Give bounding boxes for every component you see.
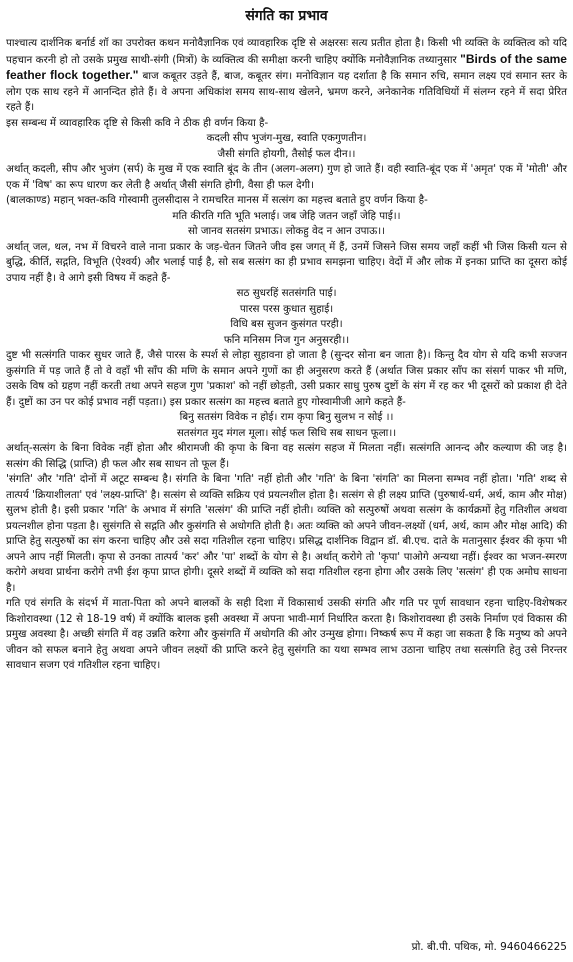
paragraph-intro [6, 36, 567, 116]
article-title: संगति का प्रभाव [245, 8, 328, 24]
verse-1-line-1: कदली सीप भुजंग-मुख, स्वाति एकगुणतीन। [206, 132, 367, 144]
verse-3-line-3: विधि बस सुजन कुसंगत परही। [230, 318, 343, 330]
paragraph-explanation-3: दुष्ट भी सत्संगति पाकर सुधर जाते हैं, जैसे पारस के स्पर्श से लोहा सुहावना हो जाता है (सुन्दर सोना बन जाता है)। किन्तु दैव योग से यदि कभी सज्जन कुसंगति में पड़ जाते हैं तो वे वहाँ भी साँप की मणि के समान अपने गुणों का ही अनुसरण करते हैं (अर्थात जिस प्रकार साँप का संसर्ग पाकर भी मणि, उसके विष को ग्रहण नहीं करती तथा अपने सहज गुण 'प्रकाश' को नहीं छोड़ती, उसी प्रकार साधु पुरुष दुष्टों के संग में रह कर भी दूसरों को प्रकाश ही देते हैं। दुष्टों का उन पर कोई प्रभाव नहीं पड़ता।) इस प्रकार सत्संग का महत्त्व बताते हुए गोस्वामीजी आगे कहते हैं- [6, 349, 567, 408]
verse-2-line-1: मति कीरति गति भूति भलाई। जब जेहि जतन जहाँ जेहि पाई।। [172, 209, 401, 222]
paragraph-intro-part2: बाज कबूतर उड़ते हैं, बाज, कबूतर संग। मनोविज्ञान यह दर्शाता है कि समान रुचि, समान लक्ष्य एवं समान स्तर के लोग एक साथ रहने में आनन्दित होते हैं। वे अपना अधिकांश समय साथ-साथ खेलने, भ्रमण करने, अनेकानेक गतिविधियों में संलग्न रहने में सदा प्रेरित रहते हैं। [6, 70, 567, 113]
paragraph-sangati-gati: 'संगति' और 'गति' दोनों में अटूट सम्बन्ध है। संगति के बिना 'गति' नहीं होती और 'गति' के बिना 'संगति' का मिलना सम्भव नहीं होता। 'गति' शब्द से तात्पर्य 'क्रियाशीलता' एवं 'लक्ष्य-प्राप्ति' है। सत्संग से व्यक्ति सक्रिय एवं प्रयत्नशील होता है। सत्संग से ही लक्ष्य प्राप्ति (पुरुषार्थ-धर्म, अर्थ, काम और मोक्ष) सुलभ होती है। इसी प्रकार 'गति' के अभाव में संगति 'सत्संग' की प्राप्ति नहीं होती। व्यक्ति को सत्पुरुषों अथवा सत्संग के कार्यक्रमों हेतु गतिशील अथवा प्रयत्नशील होना पड़ता है। सुसंगति से सद्गति और कुसंगति से अधोगति होती है। अतः व्यक्ति को अपने जीवन-लक्ष्यों (धर्म, अर्थ, काम और मोक्ष आदि) की प्राप्ति हेतु सत्पुरुषों का संग करना चाहिए और उसे सदा गतिशील रहना चाहिए। प्रसिद्ध दार्शनिक विद्वान डॉ. बी.एच. दाते के मतानुसार ईश्वर की कृपा भी अपने आप नहीं मिलती। कृपा से उनका तात्पर्य 'कर' और 'पा' शब्दों के योग से है। अर्थात् करोगे तो 'कृपा' पाओगे अन्यथा नहीं। ईश्वर का भजन-स्मरण करोगे अथवा प्रार्थना करोगे तभी ईश कृपा प्राप्त होगी। दूसरे शब्दों में व्यक्ति को सदा गतिशील रहना होगा और उसके लिए 'सत्संग' ही एक अमोघ साधना है। [6, 473, 567, 594]
verse-4-line-1: बिनु सतसंग विवेक न होई। राम कृपा बिनु सुलभ न सोई ।। [179, 411, 394, 423]
paragraph-intro-part1: पाश्चात्य दार्शनिक बर्नार्ड शॉ का उपरोक्त कथन मनोवैज्ञानिक एवं व्यावहारिक दृष्टि से अक्षरसः सत्य प्रतीत होता है। किसी भी व्यक्ति के व्यक्तित्व को यदि पहचान करनी हो तो उसके प्रमुख साथी-संगी (मित्रों) के व्यक्तित्व की समीक्षा करनी चाहिए क्योंकि मनोवैज्ञानिक तथ्यानुसार [6, 37, 567, 66]
english-proverb: "Birds of the same feather flock together." [6, 51, 567, 82]
paragraph-explanation-2: अर्थात् जल, थल, नभ में विचरने वाले नाना प्रकार के जड़-चेतन जितने जीव इस जगत् में हैं, उनमें जिसने जिस समय जहाँ कहीं भी जिस किसी यत्न से बुद्धि, कीर्ति, सद्गति, विभूति (ऐश्वर्य) और भलाई पाई है, सो सब सत्संग का ही प्रभाव समझना चाहिए। वेदों में और लोक में इनका प्राप्ति का दूसरा कोई उपाय नहीं है। वे आगे इसी विषय में कहते हैं- [6, 240, 567, 284]
paragraph-lead-in-1: इस सम्बन्ध में व्यावहारिक दृष्टि से किसी कवि ने ठीक ही वर्णन किया है- [6, 116, 269, 129]
author-signature: प्रो. बी.पी. पथिक, मो. 9460466225 [411, 941, 567, 953]
verse-1-line-2: जैसी संगति होयगी, तैसोई फल दीन।। [217, 147, 356, 160]
verse-3-line-4: फनि मनिसम निज गुन अनुसरही।। [223, 333, 350, 346]
verse-3-line-1: सठ सुधरहिं सतसंगति पाई। [236, 287, 337, 299]
paragraph-explanation-1: अर्थात् कदली, सीप और भुजंग (सर्प) के मुख में एक स्वाति बूंद के तीन (अलग-अलग) गुण हो जाते हैं। वही स्वाति-बूंद एक में 'अमृत' एक में 'मोती' और एक में 'विष' का रूप धारण कर लेती है अर्थात् जैसी संगति होगी, वैसा ही फल देगी। [6, 163, 567, 191]
paragraph-conclusion: गति एवं संगति के संदर्भ में माता-पिता को अपने बालकों के सही दिशा में विकासार्थ उसकी संगति और गति पर पूर्ण सावधान रहना चाहिए-विशेषकर किशोरावस्था (12 से 18-19 वर्ष) में क्योंकि बालक इसी अवस्था में अपना भावी-मार्ग निर्धारित करता है। किशोरावस्था ही उसके निर्माण एवं विकास की प्रमुख अवस्था है। अच्छी संगति में वह उन्नति करेगा और कुसंगति में अधोगति की ओर उन्मुख होगा। निष्कर्ष रूप में कहा जा सकता है कि मनुष्य को अपने जीवन को सफल बनाने हेतु अथवा अपने जीवन लक्ष्यों की प्राप्ति करने हेतु सुसंगति का यथा सम्भव लाभ उठाना चाहिए तथा सत्संगति हेतु उसे निरन्तर सावधान सजग एवं गतिशील रहना चाहिए। [6, 597, 567, 671]
verse-2-line-2: सो जानव सतसंग प्रभाऊ। लोकहु वेद न आन उपाऊ।। [187, 225, 386, 237]
paragraph-explanation-4: अर्थात्-सत्संग के बिना विवेक नहीं होता और श्रीरामजी की कृपा के बिना वह सत्संग सहज में मिलता नहीं। सत्संगति आनन्द और कल्याण की जड़ है। सत्संग की सिद्धि (प्राप्ति) ही फल और सब साधन तो फूल हैं। [6, 442, 567, 470]
verse-4-line-2: सतसंगत मुद मंगल मूला। सोई फल सिधि सब साधन फूला।। [176, 426, 397, 439]
paragraph-lead-in-2: (बालकाण्ड) महान् भक्त-कवि गोस्वामी तुलसीदास ने रामचरित मानस में सत्संग का महत्त्व बताते हुए वर्णन किया है- [6, 194, 428, 206]
verse-3-line-2: पारस परस कुधात सुहाई। [239, 302, 334, 315]
article-body [6, 36, 567, 674]
